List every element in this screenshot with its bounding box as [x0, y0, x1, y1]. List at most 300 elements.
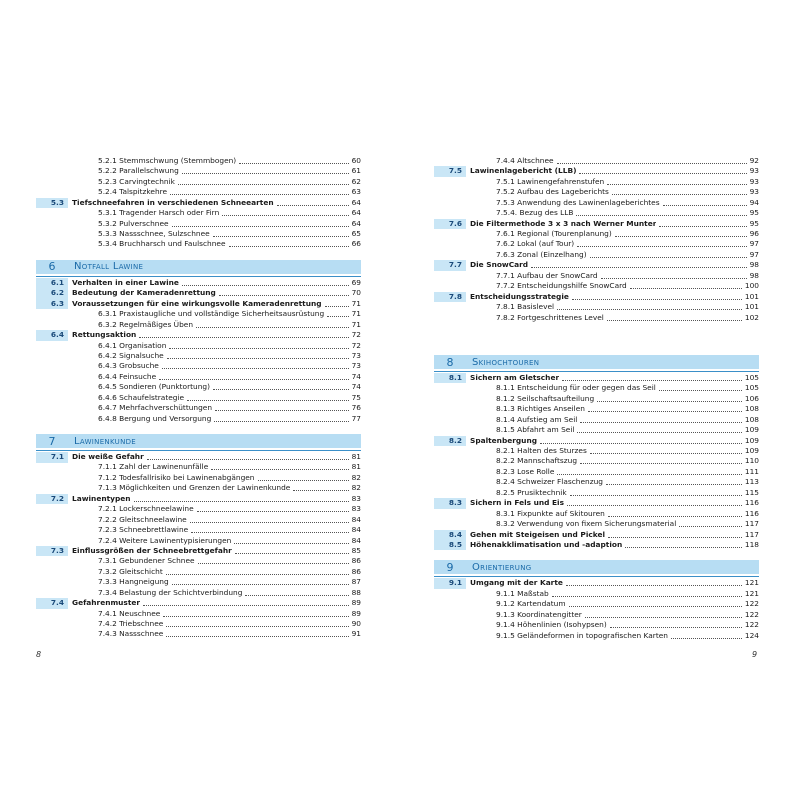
section-number	[36, 208, 68, 218]
dot-leader	[166, 625, 348, 627]
toc-subsection-row	[434, 425, 759, 435]
entry-page: 61	[351, 166, 361, 176]
section-number: 8.4	[434, 530, 466, 540]
toc-subsection-row	[434, 394, 759, 404]
entry-title: 7.4.4 Altschnee	[496, 155, 554, 165]
entry-title: 7.3.3 Hangneigung	[98, 577, 169, 587]
dot-leader	[531, 266, 747, 268]
toc-subsection-row	[36, 567, 361, 577]
dot-leader	[197, 510, 349, 512]
entry-title: 5.3.3 Nassschnee, Sulzschnee	[98, 229, 210, 239]
section-number: 7.2	[36, 494, 68, 504]
section-number: 6.3	[36, 299, 68, 309]
entry-title: 7.5.2 Aufbau des Lageberichts	[496, 187, 609, 197]
entry-page: 86	[351, 556, 361, 566]
dot-leader	[569, 605, 742, 607]
section-number	[36, 382, 68, 392]
dot-leader	[562, 379, 742, 381]
entry-page: 105	[744, 383, 759, 393]
toc-subsection-row	[434, 383, 759, 393]
chapter-number: 7	[48, 434, 56, 448]
entry-page: 71	[351, 309, 361, 319]
section-number	[36, 361, 68, 371]
entry-title: 7.3.1 Gebundener Schnee	[98, 556, 195, 566]
section-number	[434, 599, 466, 609]
entry-title: 7.3.2 Gleitschicht	[98, 566, 163, 576]
section-number: 7.8	[434, 292, 466, 302]
entry-title: 7.5.3 Anwendung des Lawinenlageberichtes	[496, 197, 660, 207]
entry-page: 98	[749, 260, 759, 270]
toc-subsection-row	[36, 208, 361, 218]
entry-page: 64	[351, 197, 361, 207]
dot-leader	[239, 162, 348, 164]
section-number	[434, 177, 466, 187]
entry-title: 8.1.5 Abfahrt am Seil	[496, 425, 575, 435]
section-number: 7.6	[434, 219, 466, 229]
section-number	[36, 156, 68, 166]
entry-page: 95	[749, 218, 759, 228]
entry-page: 73	[351, 361, 361, 371]
entry-title: 7.6.3 Zonal (Einzelhang)	[496, 249, 587, 259]
section-number: 6.4	[36, 330, 68, 340]
section-number	[36, 403, 68, 413]
section-number: 8.3	[434, 498, 466, 508]
dot-leader	[572, 298, 742, 300]
entry-page: 102	[744, 312, 759, 322]
entry-page: 109	[744, 425, 759, 435]
chapter-header	[36, 434, 361, 448]
entry-page: 105	[744, 372, 759, 382]
entry-page: 124	[744, 630, 759, 640]
dot-leader	[182, 172, 349, 174]
toc-subsection-row	[36, 382, 361, 392]
entry-title: 7.7.1 Aufbau der SnowCard	[496, 270, 598, 280]
entry-page: 98	[749, 270, 759, 280]
entry-title: Die Filtermethode 3 x 3 nach Werner Munter	[470, 218, 657, 228]
entry-title: 7.4.3 Nassschnee	[98, 629, 164, 639]
entry-title: 6.3.2 Regelmäßiges Üben	[98, 319, 194, 329]
section-number	[434, 610, 466, 620]
section-number	[36, 556, 68, 566]
entry-page: 63	[351, 187, 361, 197]
chapter-number: 8	[446, 355, 454, 369]
dot-leader	[570, 494, 742, 496]
entry-title: Tiefschneefahren in verschiedenen Schneearten	[72, 197, 274, 207]
toc-subsection-row	[434, 457, 759, 467]
entry-title: 8.1.2 Seilschaftsaufteilung	[496, 393, 595, 403]
dot-leader	[172, 583, 349, 585]
dot-leader	[557, 473, 742, 475]
chapter-rule	[434, 576, 759, 577]
entry-title: Verhalten in einer Lawine	[72, 277, 179, 287]
toc-subsection-row	[36, 351, 361, 361]
section-number	[434, 415, 466, 425]
toc-subsection-row	[36, 320, 361, 330]
toc-subsection-row	[434, 599, 759, 609]
toc-subsection-row	[434, 156, 759, 166]
section-number: 6.1	[36, 278, 68, 288]
entry-title: 8.1.3 Richtiges Anseilen	[496, 404, 585, 414]
dot-leader	[143, 604, 349, 606]
dot-leader	[234, 542, 348, 544]
entry-page: 83	[351, 493, 361, 503]
entry-page: 84	[351, 514, 361, 524]
toc-subsection-row	[434, 415, 759, 425]
entry-page: 87	[351, 577, 361, 587]
entry-title: 7.6.1 Regional (Tourenplanung)	[496, 229, 612, 239]
section-number	[36, 351, 68, 361]
entry-page: 97	[749, 239, 759, 249]
entry-page: 73	[351, 350, 361, 360]
dot-leader	[198, 562, 349, 564]
entry-title: 7.2.4 Weitere Lawinentypisierungen	[98, 535, 232, 545]
chapter-title: Notfall Lawine	[74, 261, 144, 273]
toc-subsection-row	[36, 577, 361, 587]
entry-page: 75	[351, 392, 361, 402]
toc-subsection-row	[434, 281, 759, 291]
entry-title: 7.8.1 Basislevel	[496, 302, 555, 312]
entry-title: 6.4.3 Grobsuche	[98, 361, 159, 371]
entry-page: 71	[351, 319, 361, 329]
dot-leader	[213, 235, 349, 237]
dot-leader	[557, 308, 742, 310]
entry-title: 7.8.2 Fortgeschrittenes Level	[496, 312, 604, 322]
entry-title: 8.2.5 Prusiktechnik	[496, 487, 567, 497]
section-number	[36, 187, 68, 197]
entry-title: 5.2.3 Carvingtechnik	[98, 176, 175, 186]
entry-title: 5.2.2 Parallelschwung	[98, 166, 179, 176]
entry-page: 122	[744, 620, 759, 630]
entry-page: 93	[749, 166, 759, 176]
entry-page: 70	[351, 288, 361, 298]
entry-title: Einflussgrößen der Schneebrettgefahr	[72, 545, 232, 555]
entry-page: 90	[351, 619, 361, 629]
section-number	[434, 477, 466, 487]
section-number	[36, 240, 68, 250]
dot-leader	[566, 584, 742, 586]
section-number	[434, 271, 466, 281]
section-number	[434, 313, 466, 323]
toc-subsection-row	[36, 240, 361, 250]
dot-leader	[166, 635, 348, 637]
entry-title: Spaltenbergung	[470, 435, 537, 445]
section-number	[36, 229, 68, 239]
chapter-rule	[36, 450, 361, 451]
toc-section-row	[434, 498, 759, 508]
toc-subsection-row	[434, 271, 759, 281]
toc-subsection-row	[434, 250, 759, 260]
page-number-right: 9	[752, 650, 758, 659]
toc-subsection-row	[434, 509, 759, 519]
entry-title: 7.4.2 Triebschnee	[98, 619, 164, 629]
entry-page: 64	[351, 218, 361, 228]
toc-subsection-row	[434, 198, 759, 208]
toc-subsection-row	[434, 187, 759, 197]
entry-title: 7.5.4. Bezug des LLB	[496, 208, 574, 218]
toc-section-row	[434, 219, 759, 229]
dot-leader	[169, 347, 348, 349]
toc-subsection-row	[36, 630, 361, 640]
entry-title: 5.3.2 Pulverschnee	[98, 218, 169, 228]
entry-page: 100	[744, 281, 759, 291]
section-number	[36, 219, 68, 229]
entry-title: 5.3.1 Tragender Harsch oder Firn	[98, 208, 220, 218]
dot-leader	[191, 531, 348, 533]
toc-left-column	[36, 156, 361, 640]
section-number	[434, 425, 466, 435]
entry-title: 7.5.1 Lawinengefahrenstufen	[496, 176, 605, 186]
entry-page: 121	[744, 588, 759, 598]
dot-leader	[608, 515, 742, 517]
entry-page: 111	[744, 466, 759, 476]
section-number: 6.2	[36, 288, 68, 298]
dot-leader	[579, 172, 746, 174]
toc-subsection-row	[36, 525, 361, 535]
toc-subsection-row	[434, 488, 759, 498]
entry-page: 66	[351, 239, 361, 249]
dot-leader	[588, 410, 742, 412]
section-number	[36, 473, 68, 483]
entry-page: 71	[351, 298, 361, 308]
toc-section-row	[36, 494, 361, 504]
entry-title: 5.2.4 Talspitzkehre	[98, 187, 168, 197]
dot-leader	[597, 400, 742, 402]
entry-page: 89	[351, 608, 361, 618]
dot-leader	[139, 336, 348, 338]
toc-section-row	[36, 330, 361, 340]
toc-subsection-row	[434, 589, 759, 599]
section-number	[36, 577, 68, 587]
section-number	[36, 536, 68, 546]
section-number: 7.1	[36, 452, 68, 462]
section-number	[434, 457, 466, 467]
dot-leader	[162, 367, 349, 369]
section-number	[36, 630, 68, 640]
dot-leader	[590, 256, 747, 258]
entry-title: 8.1.4 Aufstieg am Seil	[496, 414, 578, 424]
entry-title: 7.2.2 Gleitschneelawine	[98, 514, 187, 524]
toc-subsection-row	[434, 313, 759, 323]
entry-title: Sichern in Fels und Eis	[470, 498, 564, 508]
section-number	[434, 208, 466, 218]
toc-subsection-row	[36, 156, 361, 166]
entry-title: 7.7.2 Entscheidungshilfe SnowCard	[496, 281, 627, 291]
toc-subsection-row	[36, 473, 361, 483]
entry-page: 81	[351, 462, 361, 472]
toc-subsection-row	[36, 309, 361, 319]
section-number	[434, 383, 466, 393]
entry-page: 74	[351, 382, 361, 392]
entry-page: 108	[744, 414, 759, 424]
entry-page: 93	[749, 187, 759, 197]
chapter-number: 9	[446, 560, 454, 574]
entry-title: Höhenakklimatisation und -adaption	[470, 539, 623, 549]
entry-title: 5.2.1 Stemmschwung (Stemmbogen)	[98, 155, 237, 165]
entry-page: 116	[744, 508, 759, 518]
section-number	[434, 519, 466, 529]
dot-leader	[172, 225, 349, 227]
entry-page: 83	[351, 504, 361, 514]
entry-page: 110	[744, 456, 759, 466]
dot-leader	[245, 594, 348, 596]
toc-subsection-row	[434, 620, 759, 630]
dot-leader	[222, 214, 348, 216]
toc-subsection-row	[434, 229, 759, 239]
chapter-header	[36, 260, 361, 274]
dot-leader	[159, 378, 348, 380]
entry-page: 117	[744, 519, 759, 529]
toc-subsection-row	[36, 166, 361, 176]
section-number	[434, 250, 466, 260]
section-number	[434, 394, 466, 404]
dot-leader	[229, 245, 349, 247]
page-number-left: 8	[36, 650, 42, 659]
section-number	[36, 393, 68, 403]
dot-leader	[190, 521, 349, 523]
dot-leader	[178, 183, 349, 185]
entry-title: 8.3.2 Verwendung von fixem Sicherungsmaterial	[496, 519, 677, 529]
section-number	[434, 404, 466, 414]
entry-page: 82	[351, 483, 361, 493]
section-number	[36, 166, 68, 176]
toc-section-row	[434, 540, 759, 550]
dot-leader	[580, 421, 742, 423]
chapter-title: Lawinenkunde	[74, 435, 137, 447]
dot-leader	[557, 162, 747, 164]
toc-subsection-row	[36, 177, 361, 187]
section-number	[434, 281, 466, 291]
dot-leader	[167, 357, 349, 359]
dot-leader	[187, 399, 349, 401]
entry-page: 106	[744, 393, 759, 403]
dot-leader	[215, 409, 349, 411]
section-number	[434, 509, 466, 519]
entry-page: 81	[351, 452, 361, 462]
section-number	[36, 567, 68, 577]
dot-leader	[576, 214, 746, 216]
dot-leader	[577, 431, 741, 433]
section-number	[36, 483, 68, 493]
dot-leader	[540, 442, 742, 444]
toc-subsection-row	[36, 393, 361, 403]
entry-title: Gefahrenmuster	[72, 598, 141, 608]
entry-page: 64	[351, 208, 361, 218]
section-number	[36, 515, 68, 525]
section-number	[36, 609, 68, 619]
dot-leader	[590, 452, 742, 454]
section-number: 7.7	[434, 260, 466, 270]
section-number	[434, 302, 466, 312]
entry-page: 92	[749, 155, 759, 165]
toc-subsection-row	[36, 463, 361, 473]
toc-subsection-row	[434, 446, 759, 456]
entry-title: 8.2.1 Halten des Sturzes	[496, 446, 587, 456]
entry-title: 5.3.4 Bruchharsch und Faulschnee	[98, 239, 226, 249]
entry-title: 6.4.1 Organisation	[98, 340, 167, 350]
toc-subsection-row	[434, 610, 759, 620]
dot-leader	[552, 595, 742, 597]
entry-title: 9.1.4 Höhenlinien (Isohypsen)	[496, 620, 607, 630]
entry-page: 85	[351, 545, 361, 555]
section-number	[434, 187, 466, 197]
toc-subsection-row	[36, 187, 361, 197]
entry-title: 8.2.3 Lose Rolle	[496, 466, 555, 476]
toc-subsection-row	[434, 467, 759, 477]
entry-page: 115	[744, 487, 759, 497]
entry-title: 9.1.2 Kartendatum	[496, 599, 566, 609]
section-number	[36, 525, 68, 535]
section-number	[434, 620, 466, 630]
entry-page: 62	[351, 176, 361, 186]
entry-title: 7.1.1 Zahl der Lawinenunfälle	[98, 462, 209, 472]
section-number	[36, 588, 68, 598]
section-number	[36, 463, 68, 473]
dot-leader	[293, 489, 348, 491]
entry-title: 6.3.1 Praxistaugliche und vollständige Sicherheitsausrüstung	[98, 309, 325, 319]
dot-leader	[625, 546, 742, 548]
section-number: 7.5	[434, 166, 466, 176]
section-gap	[434, 323, 759, 345]
entry-page: 109	[744, 435, 759, 445]
dot-leader	[182, 284, 349, 286]
entry-page: 122	[744, 609, 759, 619]
toc-subsection-row	[36, 536, 361, 546]
entry-page: 118	[744, 539, 759, 549]
toc-section-row	[434, 373, 759, 383]
toc-subsection-row	[434, 477, 759, 487]
toc-subsection-row	[36, 341, 361, 351]
section-number	[36, 372, 68, 382]
toc-subsection-row	[36, 403, 361, 413]
dot-leader	[327, 315, 348, 317]
dot-leader	[213, 388, 349, 390]
section-number	[36, 414, 68, 424]
entry-page: 91	[351, 629, 361, 639]
entry-title: 7.3.4 Belastung der Schichtverbindung	[98, 587, 243, 597]
entry-page: 117	[744, 529, 759, 539]
section-number: 7.3	[36, 546, 68, 556]
entry-title: Die SnowCard	[470, 260, 529, 270]
section-number: 8.1	[434, 373, 466, 383]
section-number	[434, 156, 466, 166]
chapter-rule	[36, 276, 361, 277]
chapter-title: Orientierung	[472, 561, 532, 573]
section-number	[434, 467, 466, 477]
entry-page: 101	[744, 302, 759, 312]
section-number	[36, 341, 68, 351]
dot-leader	[147, 458, 349, 460]
entry-page: 116	[744, 498, 759, 508]
section-number: 8.5	[434, 540, 466, 550]
entry-title: Sichern am Gletscher	[470, 372, 560, 382]
dot-leader	[679, 525, 742, 527]
toc-subsection-row	[36, 515, 361, 525]
toc-subsection-row	[36, 361, 361, 371]
entry-page: 72	[351, 330, 361, 340]
dot-leader	[608, 536, 742, 538]
dot-leader	[606, 483, 742, 485]
section-number	[36, 309, 68, 319]
entry-title: 6.4.6 Schaufelstrategie	[98, 392, 185, 402]
dot-leader	[567, 504, 742, 506]
entry-page: 60	[351, 155, 361, 165]
entry-title: 7.6.2 Lokal (auf Tour)	[496, 239, 575, 249]
entry-title: 6.4.4 Feinsuche	[98, 371, 157, 381]
section-number: 9.1	[434, 578, 466, 588]
entry-page: 89	[351, 598, 361, 608]
entry-page: 101	[744, 291, 759, 301]
dot-leader	[258, 479, 349, 481]
